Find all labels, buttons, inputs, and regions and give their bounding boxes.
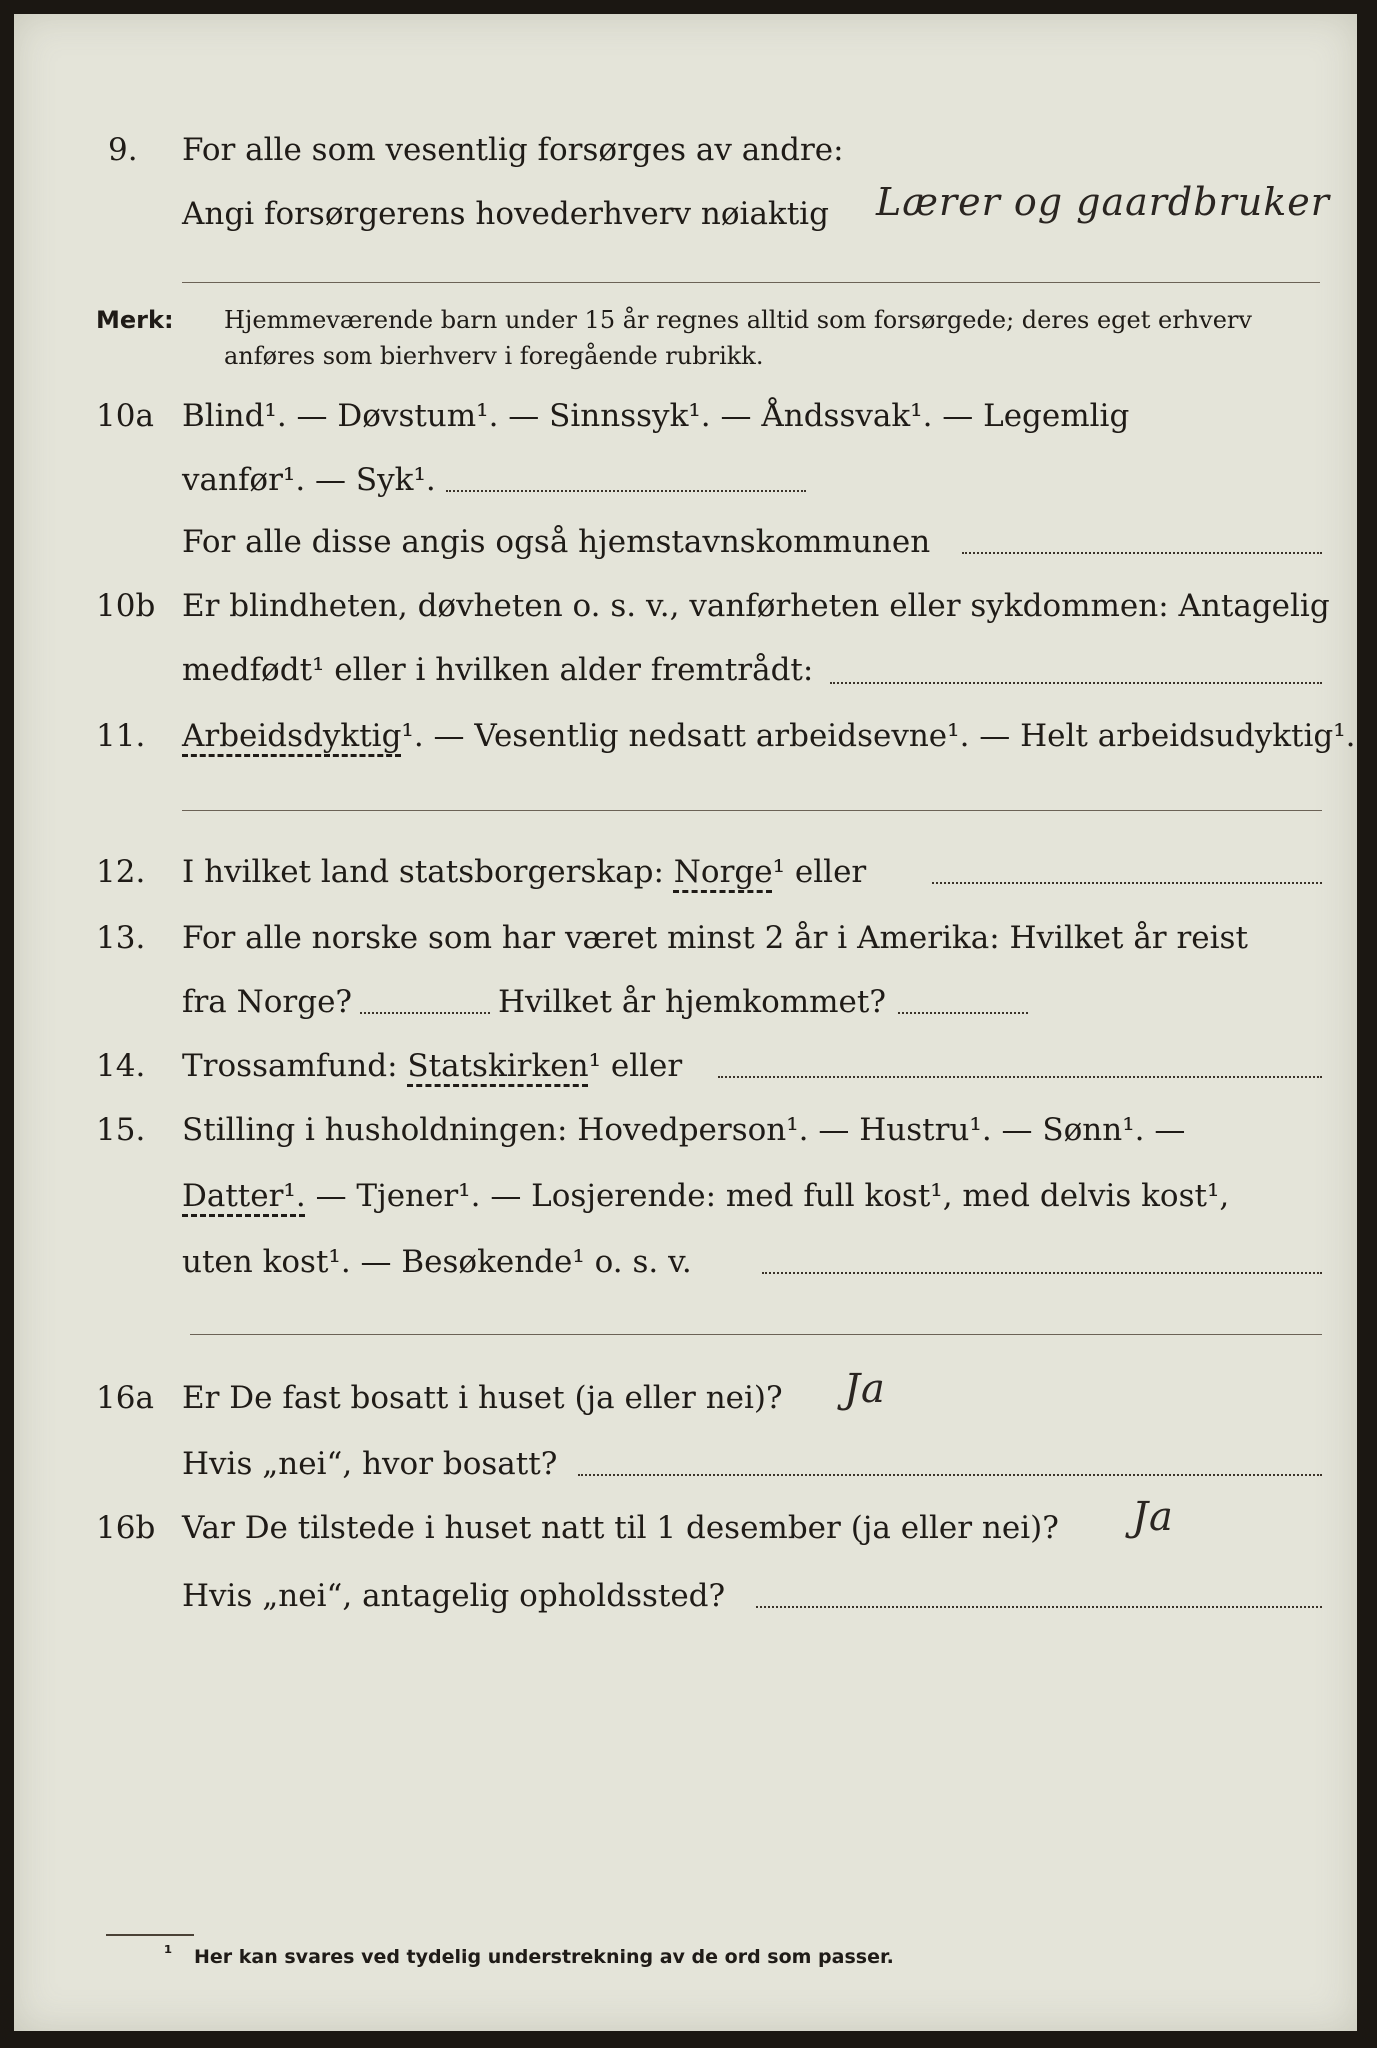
- q10a-line3: For alle disse angis også hjemstavnskommunen: [182, 524, 931, 560]
- q13-line2b: Hvilket år hjemkommet?: [498, 984, 886, 1020]
- q13-line2a: fra Norge?: [182, 984, 353, 1020]
- q14-question: Trossamfund:: [182, 1048, 398, 1084]
- q15-underlined-option: Datter¹.: [182, 1178, 306, 1214]
- q10a-line1: Blind¹. — Døvstum¹. — Sinnssyk¹. — Åndssvak¹. — Legemlig: [182, 398, 1130, 434]
- q13-number: 13.: [96, 920, 146, 956]
- q12-underlined-option: Norge: [673, 854, 773, 890]
- q16b-line2-blank: [756, 1606, 1322, 1608]
- q11-number: 11.: [96, 718, 146, 754]
- q11-line: [182, 716, 1356, 756]
- q16b-handwritten-answer: Ja: [1132, 1494, 1174, 1540]
- q16a-number: 16a: [96, 1380, 154, 1416]
- q16a-line2-blank: [578, 1474, 1322, 1476]
- q12-number: 12.: [96, 854, 146, 890]
- footnote-rule: [106, 1934, 194, 1936]
- q11-underlined-option: Arbeidsdyktig: [182, 718, 402, 754]
- q10a-line2: vanfør¹. — Syk¹.: [182, 462, 436, 498]
- q14-line: [182, 1046, 682, 1086]
- q10a-number: 10a: [96, 398, 154, 434]
- q11-separator: [182, 810, 1322, 811]
- merk-label: [96, 304, 174, 336]
- q14-number: 14.: [96, 1048, 146, 1084]
- q15-line2-rest: — Tjener¹. — Losjerende: med full kost¹, med delvis kost¹,: [315, 1178, 1230, 1214]
- q16a-line1: Er De fast bosatt i huset (ja eller nei)?: [182, 1380, 783, 1416]
- q16b-line2: Hvis „nei“, antagelig opholdssted?: [182, 1578, 726, 1614]
- q10a-line2-blank: [446, 490, 806, 492]
- q12-blank: [932, 882, 1322, 884]
- census-form-page: [14, 14, 1357, 2031]
- footnote-text: Her kan svares ved tydelig understrekning av de ord som passer.: [194, 1946, 894, 1968]
- q9-handwritten-answer: Lærer og gaardbruker: [876, 180, 1330, 224]
- footnote-mark: ¹: [164, 1942, 173, 1964]
- merk-line1: Hjemmeværende barn under 15 år regnes alltid som forsørgede; deres eget erhverv: [224, 306, 1252, 334]
- q15-line3-blank: [762, 1272, 1322, 1274]
- q16a-handwritten-answer: Ja: [844, 1366, 886, 1412]
- q14-underlined-option: Statskirken: [407, 1048, 589, 1084]
- q13-year-left-blank: [360, 1012, 490, 1014]
- q15-separator: [190, 1334, 1322, 1335]
- q14-blank: [718, 1076, 1322, 1078]
- q15-number: 15.: [96, 1112, 146, 1148]
- q10a-line3-blank: [962, 552, 1322, 554]
- q15-line3: uten kost¹. — Besøkende¹ o. s. v.: [182, 1244, 692, 1280]
- merk-label-text: Merk:: [96, 306, 174, 334]
- q10b-number: 10b: [96, 588, 156, 624]
- q13-year-returned-blank: [898, 1012, 1028, 1014]
- q9-line2: Angi forsørgerens hovederhverv nøiaktig: [182, 196, 829, 232]
- q9-separator: [182, 282, 1320, 283]
- q14-post: ¹ eller: [588, 1048, 683, 1084]
- q10b-line1: Er blindheten, døvheten o. s. v., vanførheten eller sykdommen: Antagelig: [182, 588, 1330, 624]
- q16b-line1: Var De tilstede i huset natt til 1 desember (ja eller nei)?: [182, 1510, 1059, 1546]
- q10b-line2: medfødt¹ eller i hvilken alder fremtrådt:: [182, 652, 814, 688]
- q12-question: I hvilket land statsborgerskap:: [182, 854, 664, 890]
- q11-rest: ¹. — Vesentlig nedsatt arbeidsevne¹. — Helt arbeidsudyktig¹.: [401, 718, 1356, 754]
- q12-post: ¹ eller: [772, 854, 867, 890]
- q15-line2: [182, 1176, 1229, 1216]
- q16a-line2: Hvis „nei“, hvor bosatt?: [182, 1446, 558, 1482]
- q9-line1: For alle som vesentlig forsørges av andre:: [182, 132, 844, 168]
- q16b-number: 16b: [96, 1510, 156, 1546]
- merk-line2: anføres som bierhverv i foregående rubrikk.: [224, 342, 764, 370]
- q10b-line2-blank: [830, 682, 1322, 684]
- q15-line1: Stilling i husholdningen: Hovedperson¹. — Hustru¹. — Sønn¹. —: [182, 1112, 1186, 1148]
- q12-line: [182, 852, 866, 892]
- q9-number: 9.: [108, 132, 138, 168]
- q13-line1: For alle norske som har været minst 2 år i Amerika: Hvilket år reist: [182, 920, 1248, 956]
